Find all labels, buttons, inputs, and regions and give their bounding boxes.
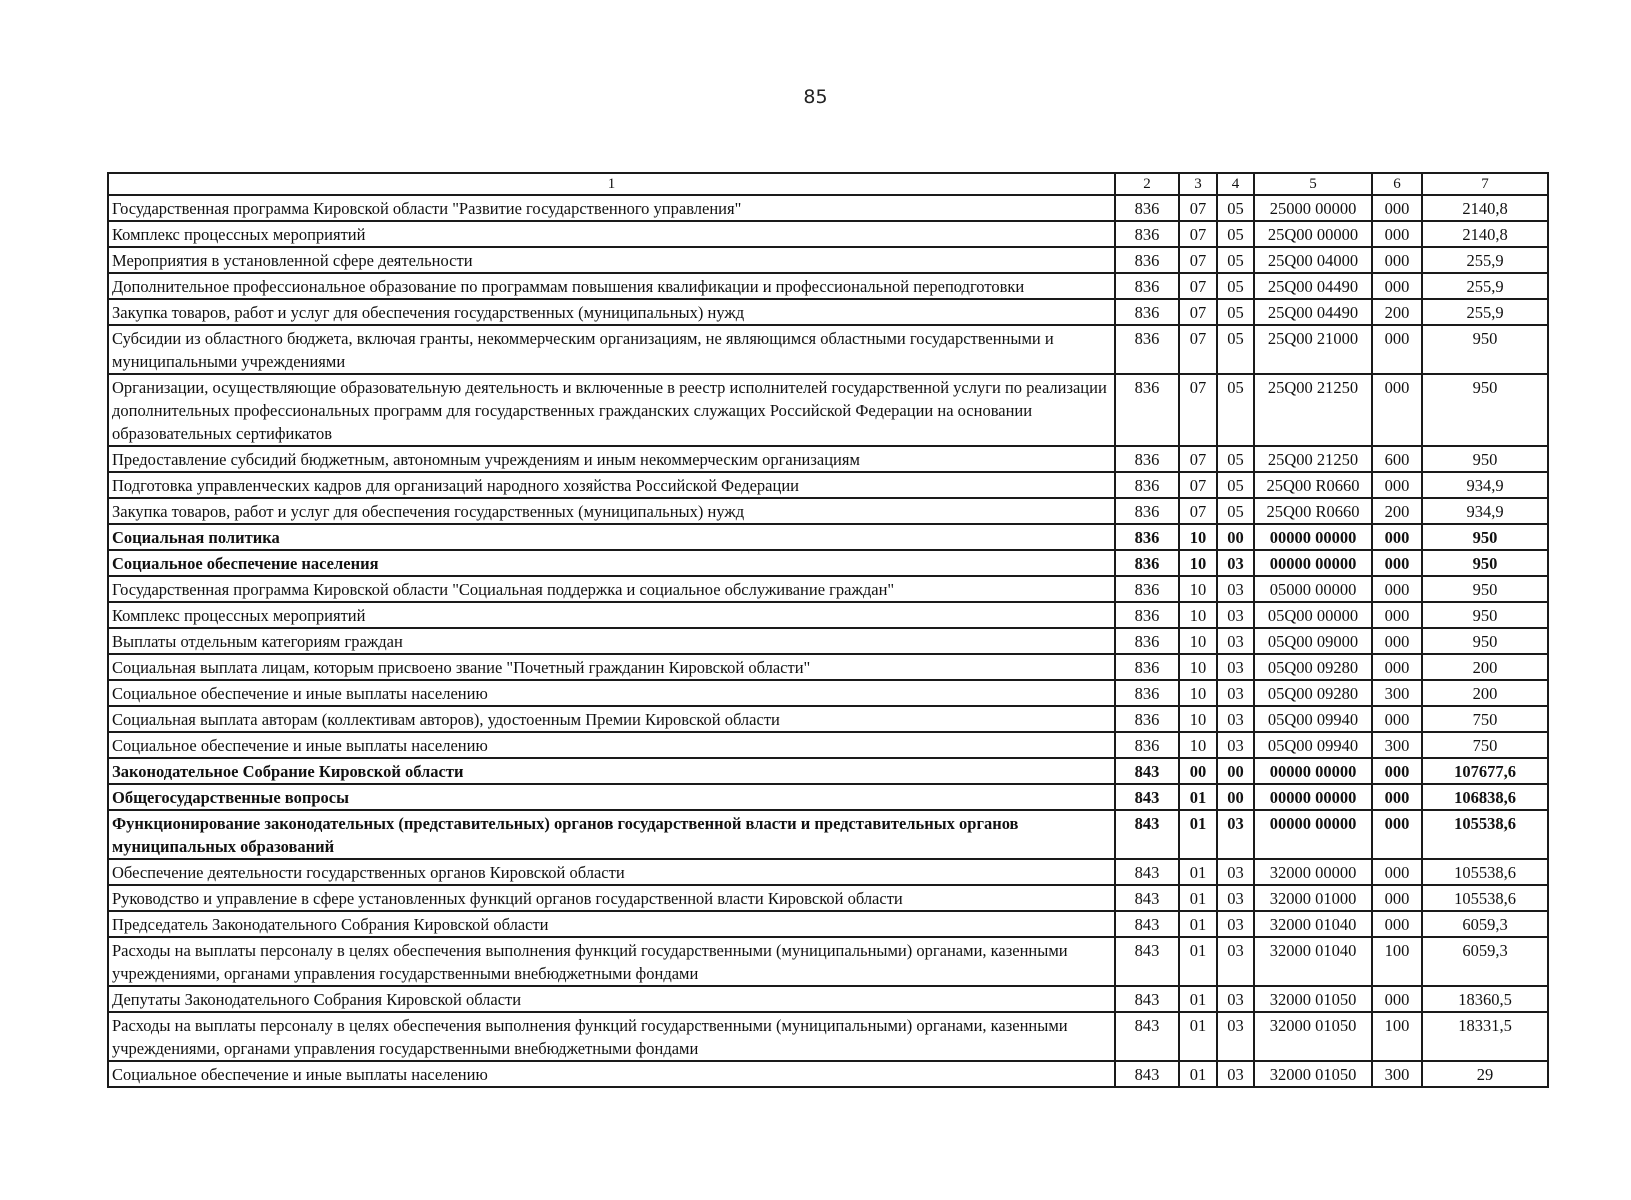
expense-type-cell: 000 xyxy=(1372,550,1422,576)
section-cell: 07 xyxy=(1179,325,1217,374)
expense-type-cell: 300 xyxy=(1372,732,1422,758)
row-name-cell: Социальная политика xyxy=(108,524,1115,550)
admin-code-cell: 843 xyxy=(1115,885,1179,911)
admin-code-cell: 843 xyxy=(1115,758,1179,784)
target-article-cell: 05Q00 09940 xyxy=(1254,706,1372,732)
subsection-cell: 03 xyxy=(1217,550,1254,576)
amount-cell: 950 xyxy=(1422,550,1548,576)
row-name-cell: Предоставление субсидий бюджетным, автономным учреждениям и иным некоммерческим организациям xyxy=(108,446,1115,472)
expense-type-cell: 300 xyxy=(1372,1061,1422,1087)
table-row xyxy=(108,247,1548,273)
table-row xyxy=(108,273,1548,299)
admin-code-cell: 836 xyxy=(1115,446,1179,472)
admin-code-cell: 836 xyxy=(1115,732,1179,758)
expense-type-cell: 000 xyxy=(1372,195,1422,221)
table-row xyxy=(108,706,1548,732)
amount-cell: 105538,6 xyxy=(1422,885,1548,911)
row-name-cell: Обеспечение деятельности государственных органов Кировской области xyxy=(108,859,1115,885)
target-article-cell: 32000 01050 xyxy=(1254,1061,1372,1087)
table-row xyxy=(108,758,1548,784)
row-name-cell: Комплекс процессных мероприятий xyxy=(108,602,1115,628)
row-name-cell: Руководство и управление в сфере установленных функций органов государственной власти Кировской области xyxy=(108,885,1115,911)
table-row xyxy=(108,446,1548,472)
table-row xyxy=(108,1061,1548,1087)
section-cell: 07 xyxy=(1179,498,1217,524)
subsection-cell: 00 xyxy=(1217,758,1254,784)
subsection-cell: 03 xyxy=(1217,986,1254,1012)
expense-type-cell: 000 xyxy=(1372,325,1422,374)
table-row xyxy=(108,524,1548,550)
table-row xyxy=(108,859,1548,885)
amount-cell: 750 xyxy=(1422,706,1548,732)
admin-code-cell: 843 xyxy=(1115,859,1179,885)
header-cell: 3 xyxy=(1179,173,1217,195)
target-article-cell: 05Q00 09000 xyxy=(1254,628,1372,654)
amount-cell: 6059,3 xyxy=(1422,937,1548,986)
admin-code-cell: 836 xyxy=(1115,374,1179,446)
row-name-cell: Функционирование законодательных (представительных) органов государственной власти и представительных органов муниципальных образований xyxy=(108,810,1115,859)
subsection-cell: 03 xyxy=(1217,885,1254,911)
admin-code-cell: 836 xyxy=(1115,472,1179,498)
row-name-cell: Депутаты Законодательного Собрания Кировской области xyxy=(108,986,1115,1012)
subsection-cell: 05 xyxy=(1217,472,1254,498)
admin-code-cell: 836 xyxy=(1115,602,1179,628)
amount-cell: 2140,8 xyxy=(1422,195,1548,221)
expense-type-cell: 100 xyxy=(1372,937,1422,986)
section-cell: 07 xyxy=(1179,299,1217,325)
amount-cell: 950 xyxy=(1422,374,1548,446)
amount-cell: 255,9 xyxy=(1422,299,1548,325)
expense-type-cell: 000 xyxy=(1372,758,1422,784)
expense-type-cell: 600 xyxy=(1372,446,1422,472)
target-article-cell: 25Q00 R0660 xyxy=(1254,498,1372,524)
admin-code-cell: 836 xyxy=(1115,680,1179,706)
expense-type-cell: 000 xyxy=(1372,273,1422,299)
amount-cell: 950 xyxy=(1422,446,1548,472)
amount-cell: 105538,6 xyxy=(1422,859,1548,885)
header-cell: 2 xyxy=(1115,173,1179,195)
expense-type-cell: 000 xyxy=(1372,654,1422,680)
expense-type-cell: 000 xyxy=(1372,810,1422,859)
target-article-cell: 05Q00 09940 xyxy=(1254,732,1372,758)
subsection-cell: 03 xyxy=(1217,602,1254,628)
subsection-cell: 03 xyxy=(1217,680,1254,706)
section-cell: 07 xyxy=(1179,446,1217,472)
table-row xyxy=(108,810,1548,859)
amount-cell: 950 xyxy=(1422,576,1548,602)
admin-code-cell: 836 xyxy=(1115,524,1179,550)
row-name-cell: Дополнительное профессиональное образование по программам повышения квалификации и профессиональной переподготовки xyxy=(108,273,1115,299)
amount-cell: 2140,8 xyxy=(1422,221,1548,247)
admin-code-cell: 836 xyxy=(1115,299,1179,325)
row-name-cell: Закупка товаров, работ и услуг для обеспечения государственных (муниципальных) нужд xyxy=(108,498,1115,524)
table-row xyxy=(108,937,1548,986)
amount-cell: 950 xyxy=(1422,325,1548,374)
expense-type-cell: 000 xyxy=(1372,885,1422,911)
table-row xyxy=(108,784,1548,810)
admin-code-cell: 843 xyxy=(1115,911,1179,937)
subsection-cell: 03 xyxy=(1217,937,1254,986)
subsection-cell: 05 xyxy=(1217,221,1254,247)
table-row xyxy=(108,628,1548,654)
row-name-cell: Социальное обеспечение населения xyxy=(108,550,1115,576)
table-row xyxy=(108,221,1548,247)
amount-cell: 950 xyxy=(1422,628,1548,654)
section-cell: 07 xyxy=(1179,195,1217,221)
subsection-cell: 03 xyxy=(1217,810,1254,859)
admin-code-cell: 836 xyxy=(1115,706,1179,732)
section-cell: 10 xyxy=(1179,576,1217,602)
target-article-cell: 05Q00 09280 xyxy=(1254,654,1372,680)
budget-table-container xyxy=(107,172,1547,1088)
row-name-cell: Субсидии из областного бюджета, включая гранты, некоммерческим организациям, не являющимся областными государственными и муниципальными учреждениями xyxy=(108,325,1115,374)
table-row xyxy=(108,550,1548,576)
table-row xyxy=(108,654,1548,680)
expense-type-cell: 200 xyxy=(1372,299,1422,325)
expense-type-cell: 000 xyxy=(1372,911,1422,937)
section-cell: 00 xyxy=(1179,758,1217,784)
target-article-cell: 25Q00 21000 xyxy=(1254,325,1372,374)
section-cell: 01 xyxy=(1179,859,1217,885)
expense-type-cell: 000 xyxy=(1372,628,1422,654)
row-name-cell: Социальная выплата авторам (коллективам авторов), удостоенным Премии Кировской области xyxy=(108,706,1115,732)
admin-code-cell: 836 xyxy=(1115,221,1179,247)
table-row xyxy=(108,680,1548,706)
table-row xyxy=(108,885,1548,911)
header-cell: 7 xyxy=(1422,173,1548,195)
target-article-cell: 32000 01000 xyxy=(1254,885,1372,911)
row-name-cell: Подготовка управленческих кадров для организаций народного хозяйства Российской Федерации xyxy=(108,472,1115,498)
row-name-cell: Мероприятия в установленной сфере деятельности xyxy=(108,247,1115,273)
subsection-cell: 00 xyxy=(1217,524,1254,550)
expense-type-cell: 100 xyxy=(1372,1012,1422,1061)
expense-type-cell: 200 xyxy=(1372,498,1422,524)
section-cell: 10 xyxy=(1179,732,1217,758)
page-number: 85 xyxy=(803,86,828,108)
row-name-cell: Расходы на выплаты персоналу в целях обеспечения выполнения функций государственными (муниципальными) органами, казенными учреждениями, органами управления государственными внебюджетными фондами xyxy=(108,937,1115,986)
admin-code-cell: 836 xyxy=(1115,247,1179,273)
subsection-cell: 05 xyxy=(1217,247,1254,273)
admin-code-cell: 836 xyxy=(1115,550,1179,576)
subsection-cell: 05 xyxy=(1217,299,1254,325)
subsection-cell: 05 xyxy=(1217,446,1254,472)
admin-code-cell: 843 xyxy=(1115,937,1179,986)
row-name-cell: Государственная программа Кировской области "Социальная поддержка и социальное обслуживание граждан" xyxy=(108,576,1115,602)
admin-code-cell: 836 xyxy=(1115,654,1179,680)
expense-type-cell: 000 xyxy=(1372,576,1422,602)
amount-cell: 934,9 xyxy=(1422,472,1548,498)
table-row xyxy=(108,498,1548,524)
section-cell: 10 xyxy=(1179,654,1217,680)
section-cell: 01 xyxy=(1179,1012,1217,1061)
table-row xyxy=(108,195,1548,221)
target-article-cell: 00000 00000 xyxy=(1254,524,1372,550)
row-name-cell: Расходы на выплаты персоналу в целях обеспечения выполнения функций государственными (муниципальными) органами, казенными учреждениями, органами управления государственными внебюджетными фондами xyxy=(108,1012,1115,1061)
section-cell: 10 xyxy=(1179,550,1217,576)
target-article-cell: 32000 01040 xyxy=(1254,937,1372,986)
subsection-cell: 03 xyxy=(1217,732,1254,758)
table-row xyxy=(108,732,1548,758)
expense-type-cell: 300 xyxy=(1372,680,1422,706)
budget-table xyxy=(107,172,1549,1088)
admin-code-cell: 843 xyxy=(1115,784,1179,810)
subsection-cell: 03 xyxy=(1217,1012,1254,1061)
section-cell: 07 xyxy=(1179,221,1217,247)
target-article-cell: 32000 01050 xyxy=(1254,986,1372,1012)
row-name-cell: Комплекс процессных мероприятий xyxy=(108,221,1115,247)
expense-type-cell: 000 xyxy=(1372,602,1422,628)
target-article-cell: 32000 01040 xyxy=(1254,911,1372,937)
row-name-cell: Выплаты отдельным категориям граждан xyxy=(108,628,1115,654)
expense-type-cell: 000 xyxy=(1372,524,1422,550)
table-row xyxy=(108,911,1548,937)
section-cell: 01 xyxy=(1179,986,1217,1012)
target-article-cell: 32000 01050 xyxy=(1254,1012,1372,1061)
subsection-cell: 03 xyxy=(1217,706,1254,732)
amount-cell: 105538,6 xyxy=(1422,810,1548,859)
amount-cell: 200 xyxy=(1422,680,1548,706)
section-cell: 01 xyxy=(1179,1061,1217,1087)
subsection-cell: 03 xyxy=(1217,628,1254,654)
target-article-cell: 05Q00 00000 xyxy=(1254,602,1372,628)
target-article-cell: 25Q00 04490 xyxy=(1254,299,1372,325)
subsection-cell: 05 xyxy=(1217,195,1254,221)
table-row xyxy=(108,602,1548,628)
table-body xyxy=(108,195,1548,1087)
admin-code-cell: 836 xyxy=(1115,325,1179,374)
table-row xyxy=(108,576,1548,602)
row-name-cell: Председатель Законодательного Собрания Кировской области xyxy=(108,911,1115,937)
row-name-cell: Общегосударственные вопросы xyxy=(108,784,1115,810)
admin-code-cell: 836 xyxy=(1115,498,1179,524)
target-article-cell: 05Q00 09280 xyxy=(1254,680,1372,706)
admin-code-cell: 843 xyxy=(1115,1012,1179,1061)
table-row xyxy=(108,472,1548,498)
amount-cell: 6059,3 xyxy=(1422,911,1548,937)
header-cell: 1 xyxy=(108,173,1115,195)
section-cell: 10 xyxy=(1179,706,1217,732)
table-row xyxy=(108,986,1548,1012)
admin-code-cell: 836 xyxy=(1115,195,1179,221)
section-cell: 10 xyxy=(1179,524,1217,550)
expense-type-cell: 000 xyxy=(1372,374,1422,446)
target-article-cell: 00000 00000 xyxy=(1254,758,1372,784)
admin-code-cell: 843 xyxy=(1115,810,1179,859)
target-article-cell: 32000 00000 xyxy=(1254,859,1372,885)
subsection-cell: 03 xyxy=(1217,1061,1254,1087)
section-cell: 01 xyxy=(1179,885,1217,911)
row-name-cell: Социальное обеспечение и иные выплаты населению xyxy=(108,1061,1115,1087)
expense-type-cell: 000 xyxy=(1372,221,1422,247)
target-article-cell: 25Q00 21250 xyxy=(1254,446,1372,472)
section-cell: 01 xyxy=(1179,784,1217,810)
table-row xyxy=(108,1012,1548,1061)
header-cell: 6 xyxy=(1372,173,1422,195)
target-article-cell: 00000 00000 xyxy=(1254,784,1372,810)
section-cell: 10 xyxy=(1179,680,1217,706)
amount-cell: 18331,5 xyxy=(1422,1012,1548,1061)
admin-code-cell: 843 xyxy=(1115,986,1179,1012)
expense-type-cell: 000 xyxy=(1372,706,1422,732)
amount-cell: 107677,6 xyxy=(1422,758,1548,784)
amount-cell: 950 xyxy=(1422,524,1548,550)
header-cell: 5 xyxy=(1254,173,1372,195)
subsection-cell: 05 xyxy=(1217,374,1254,446)
row-name-cell: Государственная программа Кировской области "Развитие государственного управления" xyxy=(108,195,1115,221)
admin-code-cell: 836 xyxy=(1115,628,1179,654)
subsection-cell: 05 xyxy=(1217,273,1254,299)
row-name-cell: Организации, осуществляющие образовательную деятельность и включенные в реестр исполнителей государственной услуги по реализации дополнительных профессиональных программ для государственных гражданских служащих Российской Федерации на основании образовательных сертификатов xyxy=(108,374,1115,446)
section-cell: 10 xyxy=(1179,628,1217,654)
admin-code-cell: 836 xyxy=(1115,576,1179,602)
amount-cell: 106838,6 xyxy=(1422,784,1548,810)
expense-type-cell: 000 xyxy=(1372,247,1422,273)
section-cell: 01 xyxy=(1179,810,1217,859)
admin-code-cell: 836 xyxy=(1115,273,1179,299)
subsection-cell: 05 xyxy=(1217,498,1254,524)
target-article-cell: 25Q00 04490 xyxy=(1254,273,1372,299)
subsection-cell: 03 xyxy=(1217,576,1254,602)
expense-type-cell: 000 xyxy=(1372,472,1422,498)
amount-cell: 255,9 xyxy=(1422,273,1548,299)
row-name-cell: Социальная выплата лицам, которым присвоено звание "Почетный гражданин Кировской области" xyxy=(108,654,1115,680)
table-row xyxy=(108,374,1548,446)
amount-cell: 29 xyxy=(1422,1061,1548,1087)
subsection-cell: 03 xyxy=(1217,911,1254,937)
expense-type-cell: 000 xyxy=(1372,784,1422,810)
row-name-cell: Законодательное Собрание Кировской области xyxy=(108,758,1115,784)
target-article-cell: 05000 00000 xyxy=(1254,576,1372,602)
row-name-cell: Социальное обеспечение и иные выплаты населению xyxy=(108,680,1115,706)
section-cell: 01 xyxy=(1179,937,1217,986)
target-article-cell: 25000 00000 xyxy=(1254,195,1372,221)
section-cell: 10 xyxy=(1179,602,1217,628)
header-cell: 4 xyxy=(1217,173,1254,195)
target-article-cell: 00000 00000 xyxy=(1254,550,1372,576)
row-name-cell: Закупка товаров, работ и услуг для обеспечения государственных (муниципальных) нужд xyxy=(108,299,1115,325)
subsection-cell: 00 xyxy=(1217,784,1254,810)
section-cell: 07 xyxy=(1179,273,1217,299)
table-header-row xyxy=(108,173,1548,195)
target-article-cell: 25Q00 04000 xyxy=(1254,247,1372,273)
section-cell: 07 xyxy=(1179,247,1217,273)
subsection-cell: 03 xyxy=(1217,859,1254,885)
table-row xyxy=(108,299,1548,325)
target-article-cell: 25Q00 00000 xyxy=(1254,221,1372,247)
amount-cell: 200 xyxy=(1422,654,1548,680)
section-cell: 07 xyxy=(1179,374,1217,446)
section-cell: 01 xyxy=(1179,911,1217,937)
table-row xyxy=(108,325,1548,374)
amount-cell: 255,9 xyxy=(1422,247,1548,273)
admin-code-cell: 843 xyxy=(1115,1061,1179,1087)
subsection-cell: 03 xyxy=(1217,654,1254,680)
subsection-cell: 05 xyxy=(1217,325,1254,374)
amount-cell: 934,9 xyxy=(1422,498,1548,524)
target-article-cell: 25Q00 21250 xyxy=(1254,374,1372,446)
amount-cell: 750 xyxy=(1422,732,1548,758)
section-cell: 07 xyxy=(1179,472,1217,498)
target-article-cell: 25Q00 R0660 xyxy=(1254,472,1372,498)
expense-type-cell: 000 xyxy=(1372,986,1422,1012)
amount-cell: 18360,5 xyxy=(1422,986,1548,1012)
amount-cell: 950 xyxy=(1422,602,1548,628)
expense-type-cell: 000 xyxy=(1372,859,1422,885)
row-name-cell: Социальное обеспечение и иные выплаты населению xyxy=(108,732,1115,758)
target-article-cell: 00000 00000 xyxy=(1254,810,1372,859)
